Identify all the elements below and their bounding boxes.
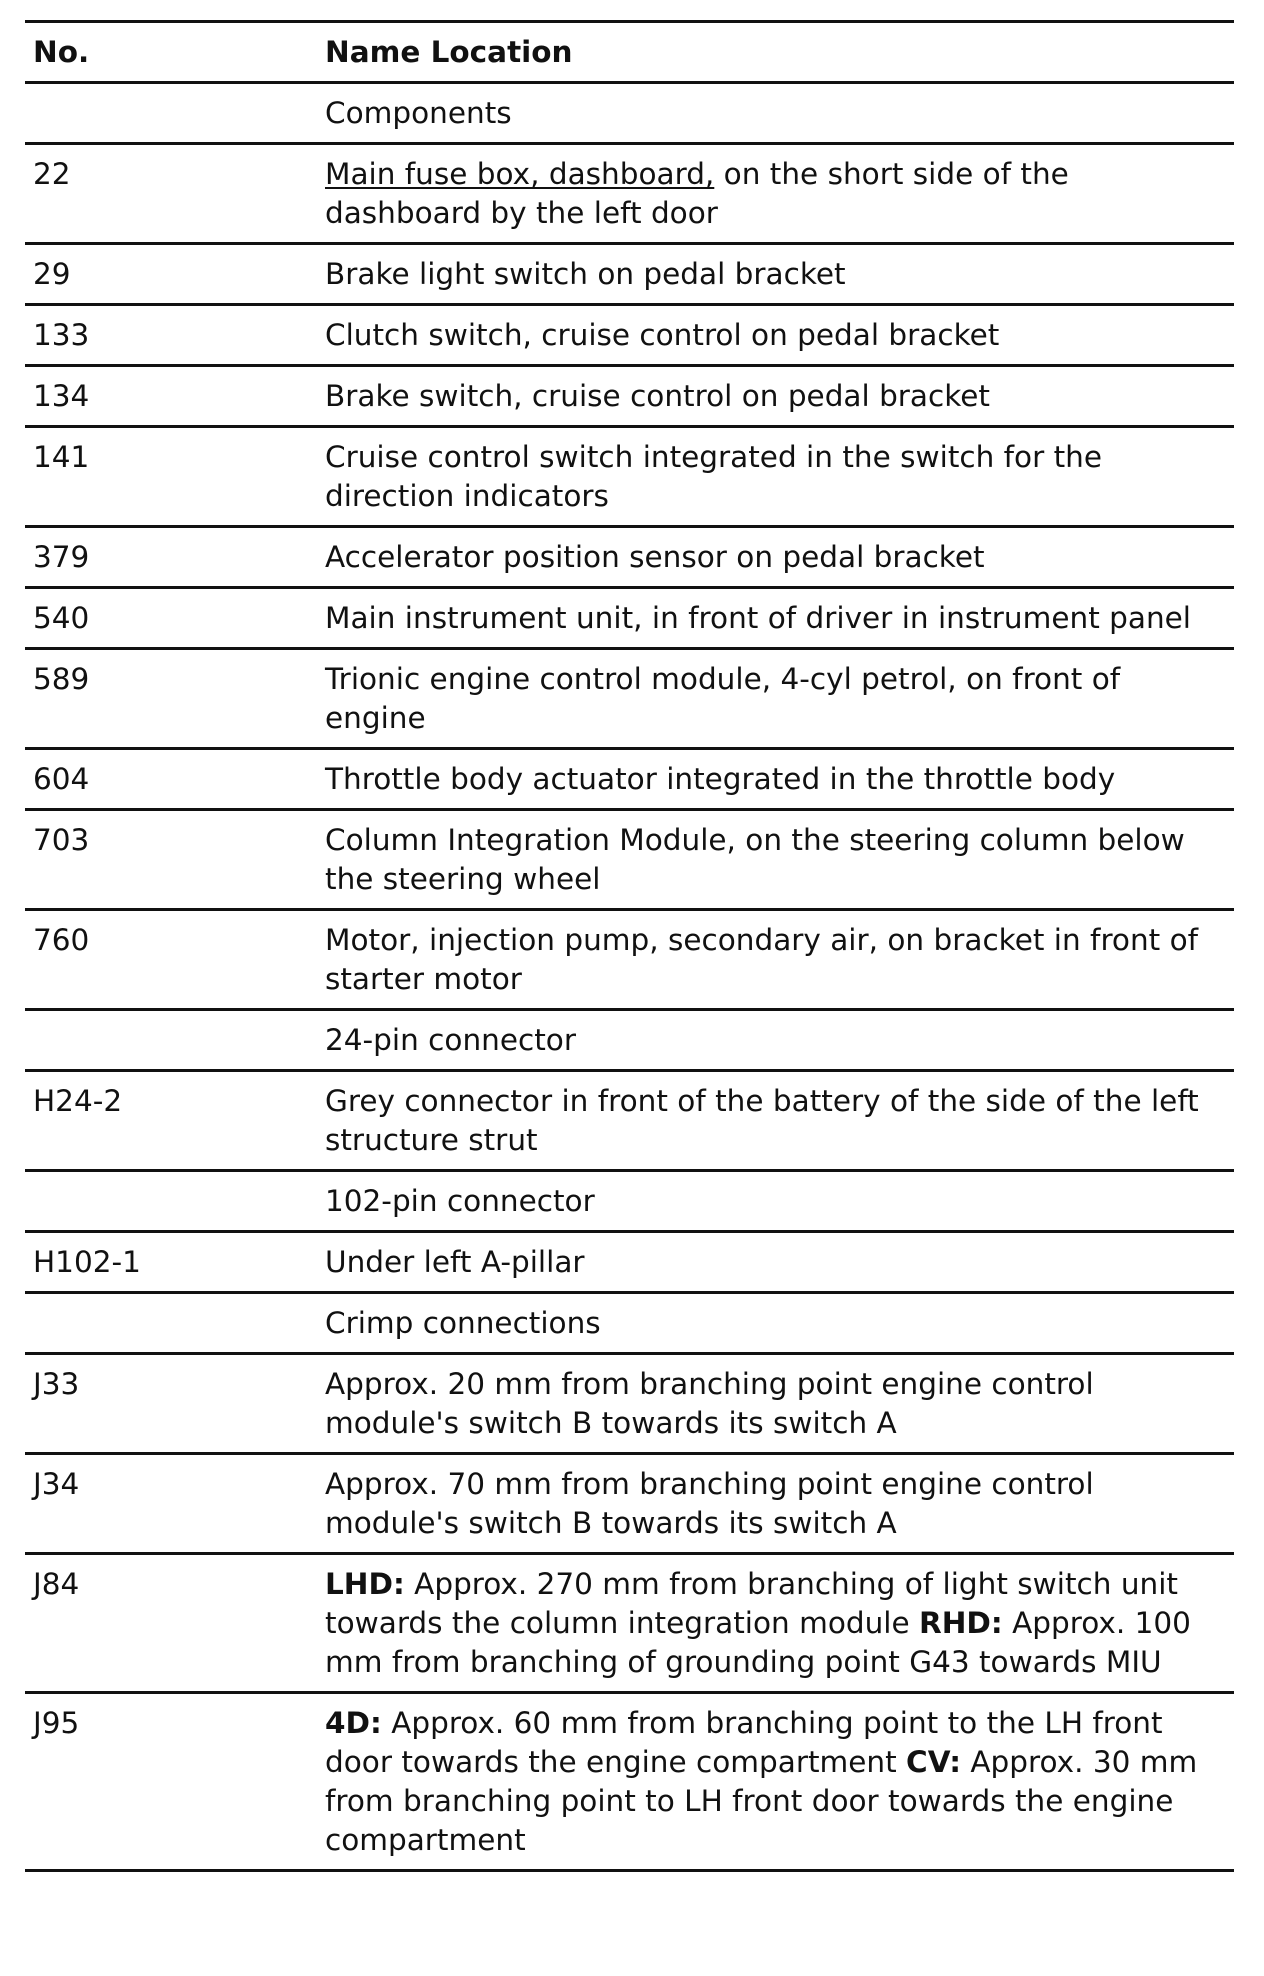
location-text: Motor, injection pump, secondary air, on bracket in front of starter motor (325, 923, 1199, 996)
section-header-row (25, 1293, 1234, 1354)
section-title: Crimp connections (317, 1293, 1234, 1354)
location-text: Approx. 60 mm from branching point to the LH front door towards the engine compartment (325, 1706, 1163, 1779)
table-row (25, 649, 1234, 749)
item-number: 703 (25, 810, 317, 910)
section-no-cell (25, 83, 317, 144)
item-number: 760 (25, 910, 317, 1010)
location-text: Accelerator position sensor on pedal bracket (325, 540, 985, 574)
variant-label: RHD: (919, 1606, 1003, 1640)
table-row (25, 1454, 1234, 1554)
location-text: Grey connector in front of the battery of the side of the left structure strut (325, 1084, 1199, 1157)
variant-label: LHD: (325, 1567, 405, 1601)
item-number: J95 (25, 1693, 317, 1871)
location-text: Approx. 20 mm from branching point engine control module's switch B towards its switch A (325, 1367, 1094, 1440)
location-text: Approx. 270 mm from branching of light switch unit towards the column integration module (325, 1567, 1179, 1640)
item-number: 604 (25, 749, 317, 810)
location-text: Under left A-pillar (325, 1245, 585, 1279)
table-row (25, 588, 1234, 649)
location-text: Throttle body actuator integrated in the throttle body (325, 762, 1116, 796)
item-location (317, 366, 1234, 427)
item-number: H24-2 (25, 1071, 317, 1171)
item-location (317, 1354, 1234, 1454)
location-text: Brake switch, cruise control on pedal bracket (325, 379, 990, 413)
table-body (25, 83, 1234, 1871)
table-row (25, 527, 1234, 588)
table-row (25, 366, 1234, 427)
section-title: Components (317, 83, 1234, 144)
table-row (25, 305, 1234, 366)
component-location-table (25, 20, 1234, 1872)
location-text: Brake light switch on pedal bracket (325, 257, 846, 291)
item-number: 379 (25, 527, 317, 588)
item-location (317, 649, 1234, 749)
variant-label: CV: (906, 1745, 961, 1779)
location-text: Approx. 70 mm from branching point engine control module's switch B towards its switch A (325, 1467, 1094, 1540)
item-number: 134 (25, 366, 317, 427)
table-row (25, 1693, 1234, 1871)
table-row (25, 144, 1234, 244)
table-row (25, 1354, 1234, 1454)
item-number: 22 (25, 144, 317, 244)
item-location (317, 144, 1234, 244)
section-title: 24-pin connector (317, 1010, 1234, 1071)
table-row (25, 749, 1234, 810)
section-header-row (25, 1010, 1234, 1071)
item-number: 29 (25, 244, 317, 305)
item-location (317, 749, 1234, 810)
location-text: Trionic engine control module, 4-cyl petrol, on front of engine (325, 662, 1121, 735)
location-text: Column Integration Module, on the steering column below the steering wheel (325, 823, 1185, 896)
item-number: 133 (25, 305, 317, 366)
item-location (317, 910, 1234, 1010)
item-number: J34 (25, 1454, 317, 1554)
item-location (317, 305, 1234, 366)
item-number: 141 (25, 427, 317, 527)
column-header-no: No. (25, 22, 317, 83)
item-location (317, 1071, 1234, 1171)
location-text: Approx. 30 mm from branching point to LH front door towards the engine compartment (325, 1745, 1198, 1857)
item-location (317, 1232, 1234, 1293)
item-location (317, 1693, 1234, 1871)
section-no-cell (25, 1010, 317, 1071)
section-title: 102-pin connector (317, 1171, 1234, 1232)
linked-text[interactable]: Main fuse box, dashboard, (325, 157, 715, 191)
table-header-row (25, 22, 1234, 83)
location-text: Approx. 100 mm from branching of grounding point G43 towards MIU (325, 1606, 1191, 1679)
section-no-cell (25, 1171, 317, 1232)
item-location (317, 1454, 1234, 1554)
table-row (25, 244, 1234, 305)
item-number: 540 (25, 588, 317, 649)
location-text: Cruise control switch integrated in the switch for the direction indicators (325, 440, 1103, 513)
item-number: J84 (25, 1554, 317, 1693)
table-row (25, 427, 1234, 527)
item-location (317, 810, 1234, 910)
item-number: H102-1 (25, 1232, 317, 1293)
section-header-row (25, 83, 1234, 144)
item-location (317, 427, 1234, 527)
item-location (317, 527, 1234, 588)
section-no-cell (25, 1293, 317, 1354)
table-row (25, 810, 1234, 910)
location-text: Main instrument unit, in front of driver in instrument panel (325, 601, 1191, 635)
item-location (317, 244, 1234, 305)
column-header-name-location: Name Location (317, 22, 1234, 83)
item-number: 589 (25, 649, 317, 749)
section-header-row (25, 1171, 1234, 1232)
table-row (25, 1554, 1234, 1693)
location-text: on the short side of the dashboard by the left door (325, 157, 1069, 230)
item-location (317, 588, 1234, 649)
table-row (25, 910, 1234, 1010)
item-location (317, 1554, 1234, 1693)
table-row (25, 1071, 1234, 1171)
table-row (25, 1232, 1234, 1293)
item-number: J33 (25, 1354, 317, 1454)
variant-label: 4D: (325, 1706, 382, 1740)
location-text: Clutch switch, cruise control on pedal bracket (325, 318, 1000, 352)
